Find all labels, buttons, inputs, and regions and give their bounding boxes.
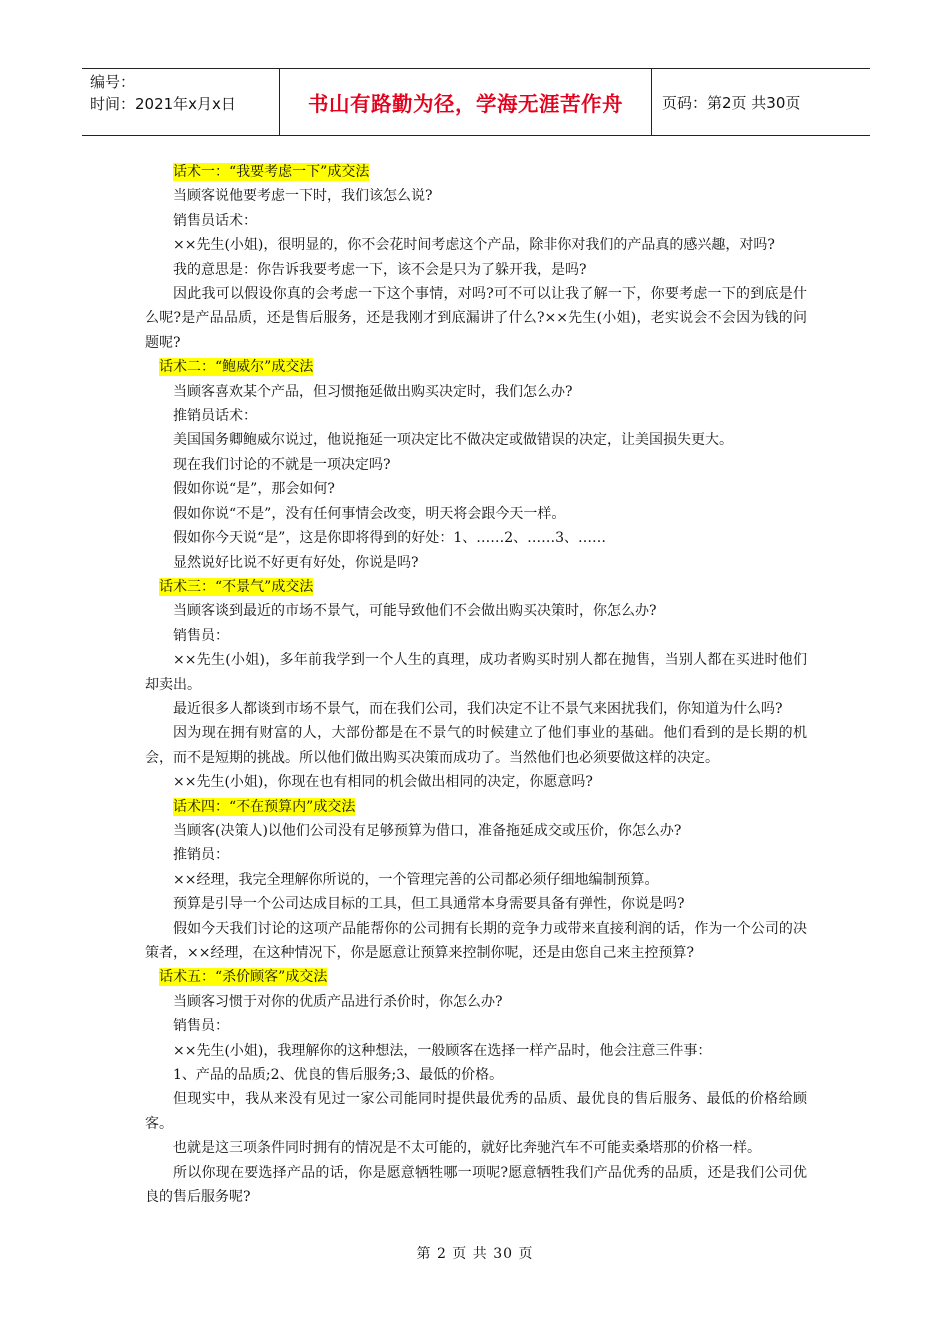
body-paragraph: 当顾客喜欢某个产品，但习惯拖延做出购买决定时，我们怎么办? bbox=[173, 383, 573, 400]
body-paragraph: 假如今天我们讨论的这项产品能帮你的公司拥有长期的竞争力或带来直接利润的话，作为一个公司的决策者，××经理，在这种情况下，你是愿意让预算来控制你呢，还是由您自己来主控预算? bbox=[145, 920, 807, 961]
body-paragraph: 当顾客谈到最近的市场不景气，可能导致他们不会做出购买决策时，你怎么办? bbox=[173, 603, 657, 620]
section-heading bbox=[145, 355, 807, 379]
section-heading bbox=[145, 795, 807, 819]
body-paragraph: 现在我们讨论的不就是一项决定吗? bbox=[173, 456, 391, 473]
page-header bbox=[82, 68, 870, 136]
document-number-label: 编号： bbox=[90, 73, 136, 91]
body-paragraph: ××先生(小姐)，很明显的，你不会花时间考虑这个产品，除非你对我们的产品真的感兴趣，对吗? bbox=[173, 237, 775, 254]
body-paragraph: 当顾客(决策人)以他们公司没有足够预算为借口，准备拖延成交或压价，你怎么办? bbox=[173, 822, 682, 839]
body-paragraph: 美国国务卿鲍威尔说过，他说拖延一项决定比不做决定或做错误的决定，让美国损失更大。 bbox=[173, 432, 733, 449]
body-paragraph: 推销员话术： bbox=[173, 408, 257, 425]
body-paragraph: 假如你今天说“是”，这是你即将得到的好处：1、……2、……3、…… bbox=[173, 530, 607, 547]
highlighted-heading-text: 话术三：“不景气”成交法 bbox=[159, 578, 314, 595]
header-page-number: 页码：第2页 共30页 bbox=[662, 93, 801, 112]
page-footer: 第 2 页 共 30 页 bbox=[416, 1246, 534, 1262]
header-motto: 书山有路勤为径，学海无涯苦作舟 bbox=[280, 69, 652, 135]
body-paragraph: 也就是这三项条件同时拥有的情况是不太可能的，就好比奔驰汽车不可能卖桑塔那的价格一样。 bbox=[173, 1140, 761, 1157]
highlighted-heading-text: 话术一：“我要考虑一下”成交法 bbox=[173, 164, 370, 180]
section-heading bbox=[145, 965, 807, 989]
body-paragraph: 我的意思是：你告诉我要考虑一下，该不会是只为了躲开我，是吗? bbox=[173, 261, 587, 278]
body-paragraph: 假如你说“是”，那会如何? bbox=[173, 481, 335, 498]
body-paragraph: 所以你现在要选择产品的话，你是愿意牺牲哪一项呢?愿意牺牲我们产品优秀的品质，还是我们公司优良的售后服务呢? bbox=[145, 1164, 807, 1206]
body-paragraph: 预算是引导一个公司达成目标的工具，但工具通常本身需要具备有弹性，你说是吗? bbox=[173, 896, 685, 913]
body-paragraph: ××先生(小姐)，我理解你的这种想法，一般顾客在选择一样产品时，他会注意三件事： bbox=[173, 1042, 712, 1059]
document-date-label: 时间：2021年x月x日 bbox=[90, 95, 236, 113]
section-heading bbox=[145, 160, 807, 184]
body-paragraph: 销售员： bbox=[173, 627, 229, 644]
body-paragraph: 销售员话术： bbox=[173, 212, 257, 229]
body-paragraph: ××先生(小姐)，你现在也有相同的机会做出相同的决定，你愿意吗? bbox=[173, 774, 593, 791]
highlighted-heading-text: 话术五：“杀价顾客”成交法 bbox=[159, 969, 328, 986]
body-paragraph: 显然说好比说不好更有好处，你说是吗? bbox=[173, 554, 419, 571]
section-heading bbox=[145, 575, 807, 599]
body-paragraph: 假如你说“不是”，没有任何事情会改变，明天将会跟今天一样。 bbox=[173, 505, 566, 522]
body-paragraph: 当顾客习惯于对你的优质产品进行杀价时，你怎么办? bbox=[173, 993, 503, 1010]
highlighted-heading-text: 话术四：“不在预算内”成交法 bbox=[173, 798, 356, 815]
body-paragraph: 当顾客说他要考虑一下时，我们该怎么说? bbox=[173, 188, 433, 205]
highlighted-heading-text: 话术二：“鲍威尔”成交法 bbox=[159, 359, 314, 376]
body-paragraph: 销售员： bbox=[173, 1018, 229, 1035]
body-paragraph: 因为现在拥有财富的人，大部份都是在不景气的时候建立了他们事业的基础。他们看到的是长期的机会，而不是短期的挑战。所以他们做出购买决策而成功了。当然他们也必须要做这样的决定。 bbox=[145, 725, 807, 766]
body-paragraph: 1、产品的品质;2、优良的售后服务;3、最低的价格。 bbox=[173, 1067, 504, 1084]
body-paragraph: ××先生(小姐)，多年前我学到一个人生的真理，成功者购买时别人都在抛售，当别人都在买进时他们却卖出。 bbox=[145, 652, 807, 693]
body-paragraph: 推销员： bbox=[173, 847, 229, 864]
document-body bbox=[145, 160, 807, 1209]
body-paragraph: 但现实中，我从来没有见过一家公司能同时提供最优秀的品质、最优良的售后服务、最低的价格给顾客。 bbox=[145, 1091, 807, 1132]
body-paragraph: 最近很多人都谈到市场不景气，而在我们公司，我们决定不让不景气来困扰我们，你知道为什么吗? bbox=[173, 700, 783, 717]
body-paragraph: 因此我可以假设你真的会考虑一下这个事情，对吗?可不可以让我了解一下，你要考虑一下的到底是什么呢?是产品品质，还是售后服务，还是我刚才到底漏讲了什么?××先生(小姐)，老实说会不会因为钱的问题呢? bbox=[145, 286, 807, 351]
header-left-cell bbox=[82, 69, 280, 135]
body-paragraph: ××经理，我完全理解你所说的，一个管理完善的公司都必须仔细地编制预算。 bbox=[173, 871, 659, 888]
